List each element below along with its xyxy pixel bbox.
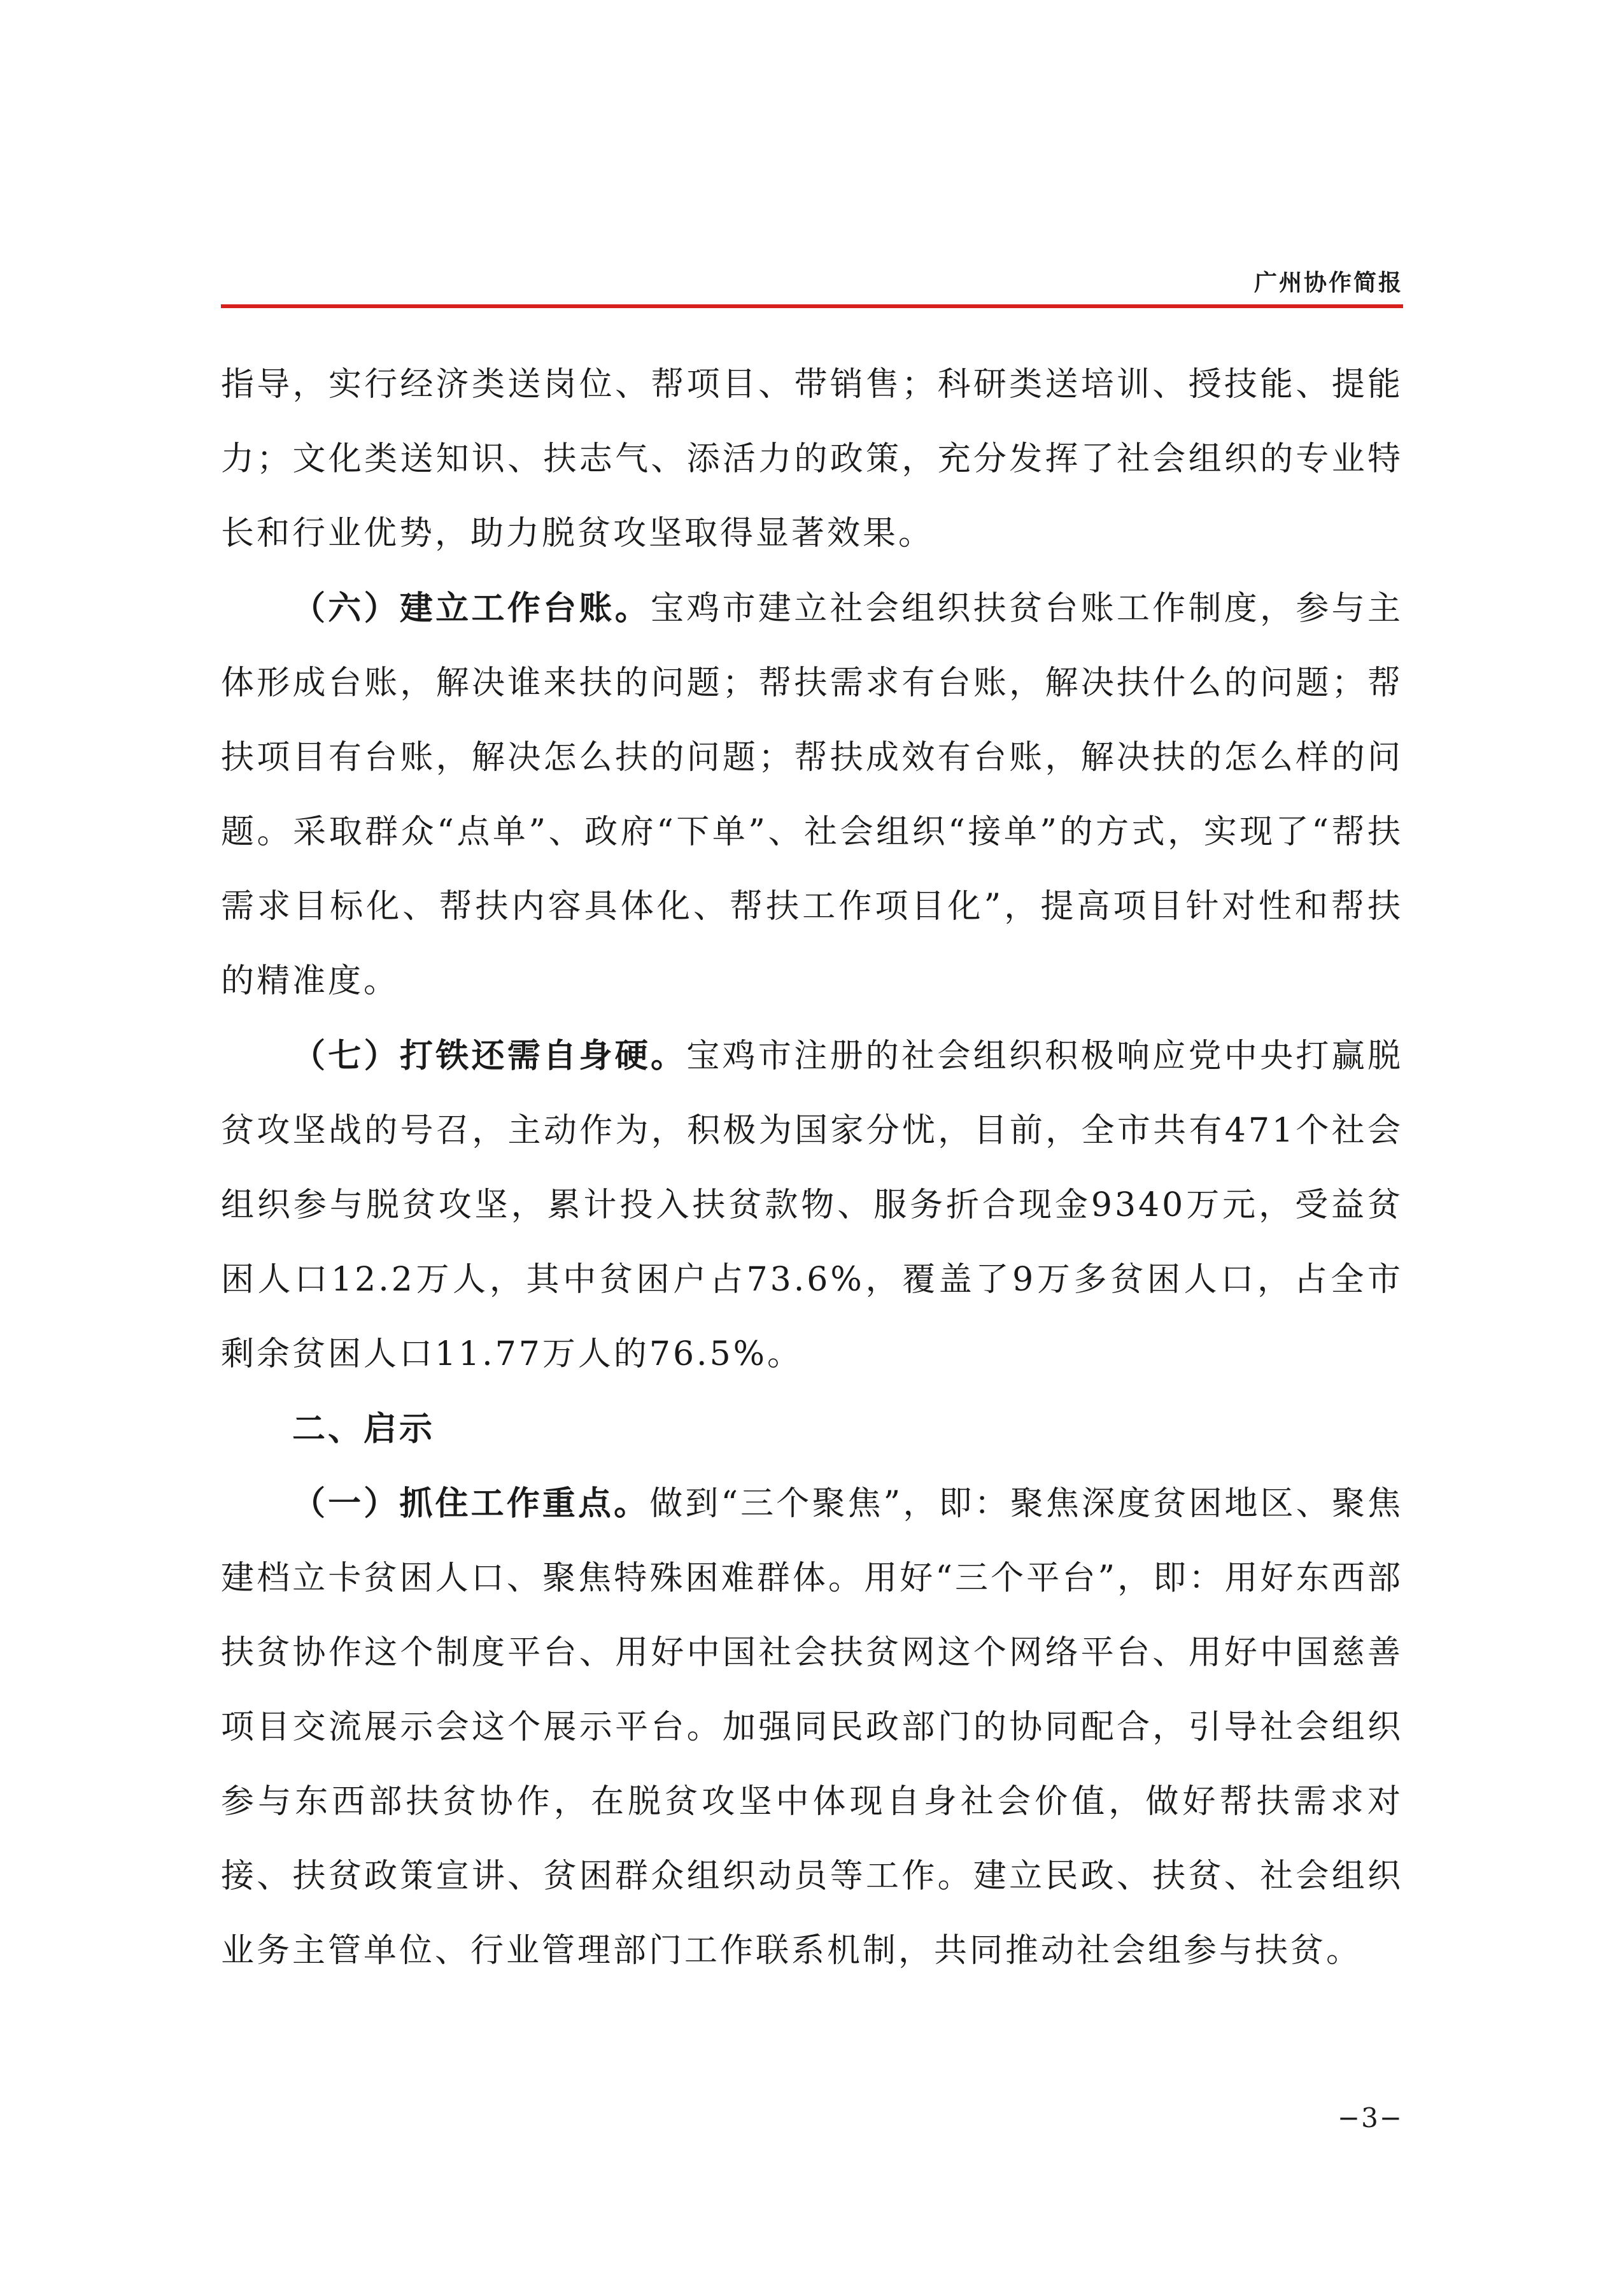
publication-title: 广州协作简报 — [1253, 269, 1403, 296]
paragraph-text: 做到“三个聚焦”，即：聚焦深度贫困地区、聚焦建档立卡贫困人口、聚焦特殊困难群体。用好“三个平台”，即：用好东西部扶贫协作这个制度平台、用好中国社会扶贫网这个网络平台、用好中国慈善项目交流展示会这个展示平台。加强同民政部门的协同配合，引导社会组织参与东西部扶贫协作，在脱贫攻坚中体现自身社会价值，做好帮扶需求对接、扶贫政策宣讲、贫困群众组织动员等工作。建立民政、扶贫、社会组织业务主管单位、行业管理部门工作联系机制，共同推动社会组参与扶贫。 — [221, 1485, 1403, 1970]
paragraph-lead: （七）打铁还需自身硬。 — [292, 1036, 687, 1075]
paragraph-lead: （六）建立工作台账。 — [292, 589, 651, 628]
document-body — [221, 348, 1403, 1988]
paragraph-work-ledger — [221, 571, 1403, 1019]
paragraph-self-strength — [221, 1019, 1403, 1392]
paragraph-text: 宝鸡市注册的社会组织积极响应党中央打赢脱贫攻坚战的号召，主动作为，积极为国家分忧，目前，全市共有471个社会组织参与脱贫攻坚，累计投入扶贫款物、服务折合现金9340万元，受益贫困人口12.2万人，其中贫困户占73.6%，覆盖了9万多贫困人口，占全市剩余贫困人口11.77万人的76.5%。 — [221, 1037, 1403, 1373]
paragraph-lead: （一）抓住工作重点。 — [292, 1484, 650, 1523]
paragraph-continuation — [221, 348, 1403, 571]
paragraph-text: 宝鸡市建立社会组织扶贫台账工作制度，参与主体形成台账，解决谁来扶的问题；帮扶需求有台账，解决扶什么的问题；帮扶项目有台账，解决怎么扶的问题；帮扶成效有台账，解决扶的怎么样的问题。采取群众“点单”、政府“下单”、社会组织“接单”的方式，实现了“帮扶需求目标化、帮扶内容具体化、帮扶工作项目化”，提高项目针对性和帮扶的精准度。 — [221, 590, 1403, 1000]
paragraph-text: 指导，实行经济类送岗位、帮项目、带销售；科研类送培训、授技能、提能力；文化类送知识、扶志气、添活力的政策，充分发挥了社会组织的专业特长和行业优势，助力脱贫攻坚取得显著效果。 — [221, 365, 1403, 553]
section-heading: 二、启示 — [292, 1410, 435, 1448]
header-divider — [221, 304, 1403, 308]
paragraph-work-focus — [221, 1466, 1403, 1988]
page-number: −3− — [1337, 2102, 1403, 2133]
